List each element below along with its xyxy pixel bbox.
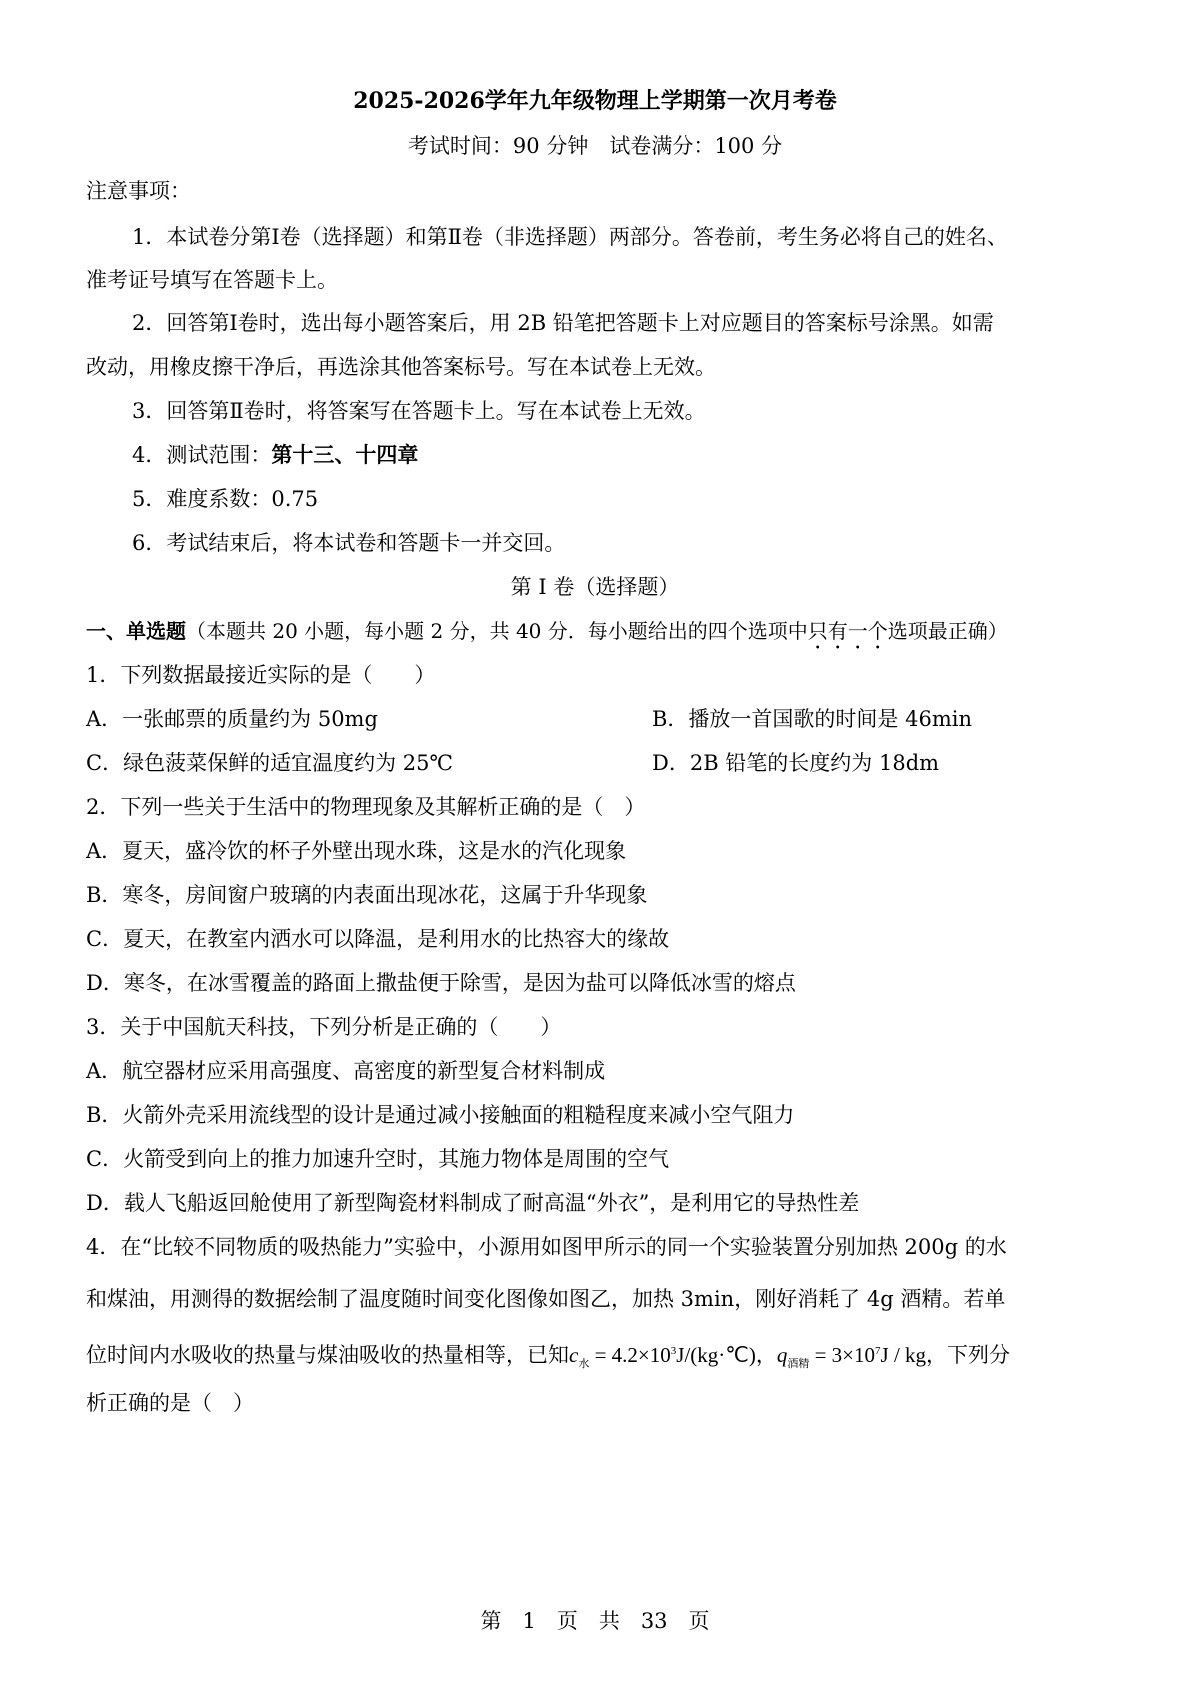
q-exponent: 7 [875, 1345, 881, 1357]
section1-desc-a: （本题共 20 小题，每小题 2 分，共 40 分．每小题给出的四个选项中 [186, 619, 808, 643]
q4-line-4: 析正确的是（ ） [86, 1391, 254, 1415]
q4-line-3b: ，下列分 [926, 1343, 1011, 1367]
section1-heading [86, 616, 1008, 654]
notice-3: 3．回答第Ⅱ卷时，将答案写在答题卡上。写在本试卷上无效。 [132, 399, 706, 423]
q3-option-a: A．航空器材应采用高强度、高密度的新型复合材料制成 [86, 1059, 606, 1083]
alcohol-heat-value-formula [776, 1343, 927, 1371]
q4-line-2: 和煤油，用测得的数据绘制了温度随时间变化图像如图乙，加热 3min，刚好消耗了 4g 酒精。若单 [86, 1287, 1006, 1311]
notice-2b: 改动，用橡皮擦干净后，再选涂其他答案标号。写在本试卷上无效。 [86, 355, 716, 379]
q1-option-c: C．绿色菠菜保鲜的适宜温度约为 25℃ [86, 751, 453, 775]
q2-option-d: D．寒冬，在冰雪覆盖的路面上撒盐便于除雪，是因为盐可以降低冰雪的熔点 [86, 971, 796, 995]
q-symbol: q [776, 1343, 788, 1367]
page-title: 2025-2026学年九年级物理上学期第一次月考卷 [353, 88, 837, 114]
c-symbol: c [569, 1343, 579, 1367]
q-unit: J / kg [880, 1343, 927, 1367]
q1-option-d: D．2B 铅笔的长度约为 18dm [652, 751, 940, 775]
water-specific-heat-formula [569, 1343, 756, 1371]
c-subscript: 水 [578, 1358, 590, 1371]
formula-separator: ， [755, 1343, 777, 1367]
q1-stem: 1．下列数据最接近实际的是（ ） [86, 663, 436, 687]
notice-1b: 准考证号填写在答题卡上。 [86, 268, 338, 292]
notice-1a: 1．本试卷分第Ⅰ卷（选择题）和第Ⅱ卷（非选择题）两部分。答卷前，考生务必将自己的姓名、 [132, 225, 1008, 249]
q-value: = 3×10 [809, 1343, 876, 1367]
q-subscript: 酒精 [787, 1358, 810, 1371]
exam-info: 考试时间：90 分钟 试卷满分：100 分 [407, 134, 783, 158]
notice-2a: 2．回答第Ⅰ卷时，选出每小题答案后，用 2B 铅笔把答题卡上对应题目的答案标号涂黑。如需 [132, 311, 994, 335]
q2-option-a: A．夏天，盛冷饮的杯子外壁出现水珠，这是水的汽化现象 [86, 839, 627, 863]
notice-4 [132, 440, 418, 470]
section1-desc-emph: 只有一个 [807, 619, 888, 643]
section1-label: 一、单选题 [86, 619, 186, 643]
q4-line-3a: 位时间内水吸收的热量与煤油吸收的热量相等，已知 [86, 1343, 569, 1367]
q3-option-c: C．火箭受到向上的推力加速升空时，其施力物体是周围的空气 [86, 1147, 670, 1171]
notice-4-value: 第十三、十四章 [271, 442, 419, 467]
q4-line-3 [86, 1336, 1010, 1379]
q3-option-b: B．火箭外壳采用流线型的设计是通过减小接触面的粗糙程度来减小空气阻力 [86, 1103, 795, 1127]
q2-option-c: C．夏天，在教室内洒水可以降温，是利用水的比热容大的缘故 [86, 927, 670, 951]
c-value: = 4.2×10 [589, 1343, 671, 1367]
notice-6: 6．考试结束后，将本试卷和答题卡一并交回。 [132, 531, 566, 555]
c-exponent: 3 [670, 1345, 677, 1357]
section1-desc-b: 选项最正确） [887, 619, 1008, 643]
q2-stem: 2．下列一些关于生活中的物理现象及其解析正确的是（ ） [86, 795, 646, 819]
notice-4-label: 4．测试范围： [132, 443, 272, 467]
notice-5: 5．难度系数：0.75 [132, 487, 319, 511]
q4-line-1: 4．在“比较不同物质的吸热能力”实验中，小源用如图甲所示的同一个实验装置分别加热 200g 的水 [86, 1235, 1007, 1259]
page-footer: 第 1 页 共 33 页 [480, 1609, 710, 1633]
c-unit: J/(kg·℃) [676, 1343, 756, 1367]
q1-options-cd [86, 748, 1106, 778]
q3-option-d: D．载人飞船返回舱使用了新型陶瓷材料制成了耐高温“外衣”，是利用它的导热性差 [86, 1191, 860, 1215]
q3-stem: 3．关于中国航天科技，下列分析是正确的（ ） [86, 1015, 562, 1039]
q2-option-b: B．寒冬，房间窗户玻璃的内表面出现冰花，这属于升华现象 [86, 883, 648, 907]
q1-option-a: A．一张邮票的质量约为 50mg [86, 707, 378, 731]
part1-heading: 第 I 卷（选择题） [510, 575, 680, 599]
notice-heading: 注意事项： [86, 179, 191, 203]
q1-option-b: B．播放一首国歌的时间是 46min [652, 707, 972, 731]
q1-options-ab [86, 704, 1106, 734]
